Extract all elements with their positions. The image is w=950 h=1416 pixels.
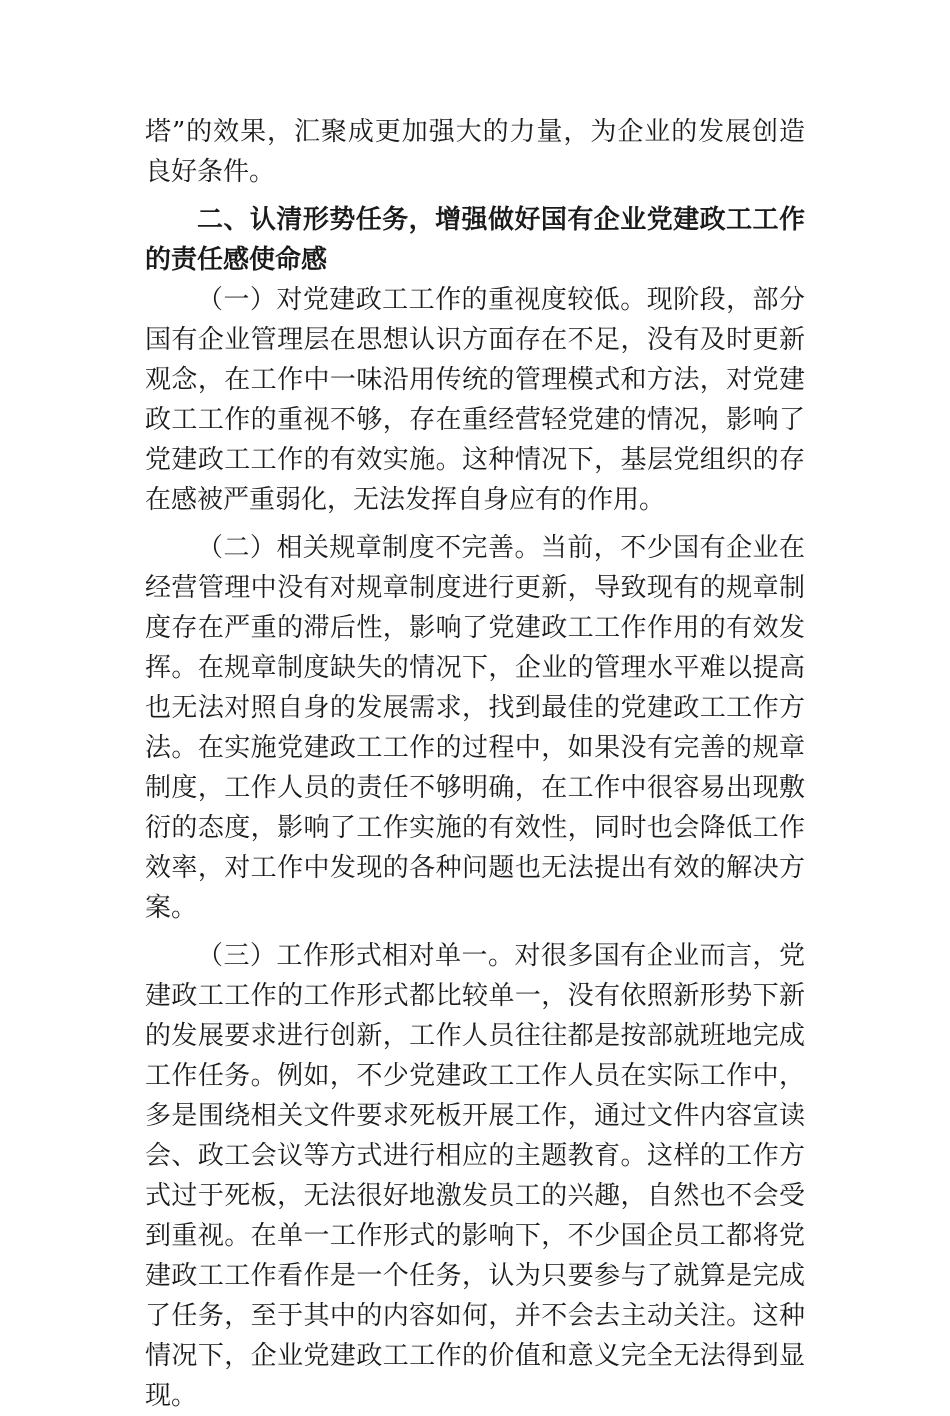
text-line: 衍的态度，影响了工作实施的有效性，同时也会降低工作 xyxy=(145,813,805,843)
text-line: 度存在严重的滞后性，影响了党建政工工作作用的有效发 xyxy=(145,613,805,643)
paragraph-continuation xyxy=(145,112,805,192)
text-line: 多是围绕相关文件要求死板开展工作，通过文件内容宣读 xyxy=(145,1101,805,1131)
text-line: 工作任务。例如，不少党建政工工作人员在实际工作中， xyxy=(145,1061,805,1091)
text-line: 在感被严重弱化，无法发挥自身应有的作用。 xyxy=(145,485,666,515)
text-line: 国有企业管理层在思想认识方面存在不足，没有及时更新 xyxy=(145,325,805,355)
paragraph-3 xyxy=(145,936,805,1416)
text-line: 观念，在工作中一味沿用传统的管理模式和方法，对党建 xyxy=(145,365,805,395)
text-line: 政工工作的重视不够，存在重经营轻党建的情况，影响了 xyxy=(145,405,805,435)
text-line: 法。在实施党建政工工作的过程中，如果没有完善的规章 xyxy=(145,733,805,763)
text-line: 现。 xyxy=(145,1381,198,1411)
text-line: （二）相关规章制度不完善。当前，不少国有企业在 xyxy=(197,533,805,563)
text-line: 式过于死板，无法很好地激发员工的兴趣，自然也不会受 xyxy=(145,1181,805,1211)
paragraph-2 xyxy=(145,528,805,928)
text-line: 建政工工作的工作形式都比较单一，没有依照新形势下新 xyxy=(145,981,805,1011)
text-line: 良好条件。 xyxy=(145,157,276,187)
text-line: 案。 xyxy=(145,893,198,923)
text-line: （一）对党建政工工作的重视度较低。现阶段，部分 xyxy=(197,285,805,315)
document-page xyxy=(145,112,805,1416)
text-line: 也无法对照自身的发展需求，找到最佳的党建政工工作方 xyxy=(145,693,805,723)
heading-line: 的责任感使命感 xyxy=(145,245,328,275)
heading-line: 二、认清形势任务，增强做好国有企业党建政工工作 xyxy=(197,205,805,235)
text-line: 经营管理中没有对规章制度进行更新，导致现有的规章制 xyxy=(145,573,805,603)
section-heading xyxy=(145,200,805,280)
text-line: 挥。在规章制度缺失的情况下，企业的管理水平难以提高 xyxy=(145,653,805,683)
text-line: 会、政工会议等方式进行相应的主题教育。这样的工作方 xyxy=(145,1141,805,1171)
paragraph-1 xyxy=(145,280,805,520)
text-line: 了任务，至于其中的内容如何，并不会去主动关注。这种 xyxy=(145,1301,805,1331)
text-line: 制度，工作人员的责任不够明确，在工作中很容易出现敷 xyxy=(145,773,805,803)
text-line: 效率，对工作中发现的各种问题也无法提出有效的解决方 xyxy=(145,853,805,883)
text-line: 党建政工工作的有效实施。这种情况下，基层党组织的存 xyxy=(145,445,805,475)
text-line: 的发展要求进行创新，工作人员往往都是按部就班地完成 xyxy=(145,1021,805,1051)
text-line: 建政工工作看作是一个任务，认为只要参与了就算是完成 xyxy=(145,1261,805,1291)
text-line: （三）工作形式相对单一。对很多国有企业而言，党 xyxy=(197,941,805,971)
text-line: 情况下，企业党建政工工作的价值和意义完全无法得到显 xyxy=(145,1341,805,1371)
text-line: 到重视。在单一工作形式的影响下，不少国企员工都将党 xyxy=(145,1221,805,1251)
text-line: 塔”的效果，汇聚成更加强大的力量，为企业的发展创造 xyxy=(145,117,805,147)
